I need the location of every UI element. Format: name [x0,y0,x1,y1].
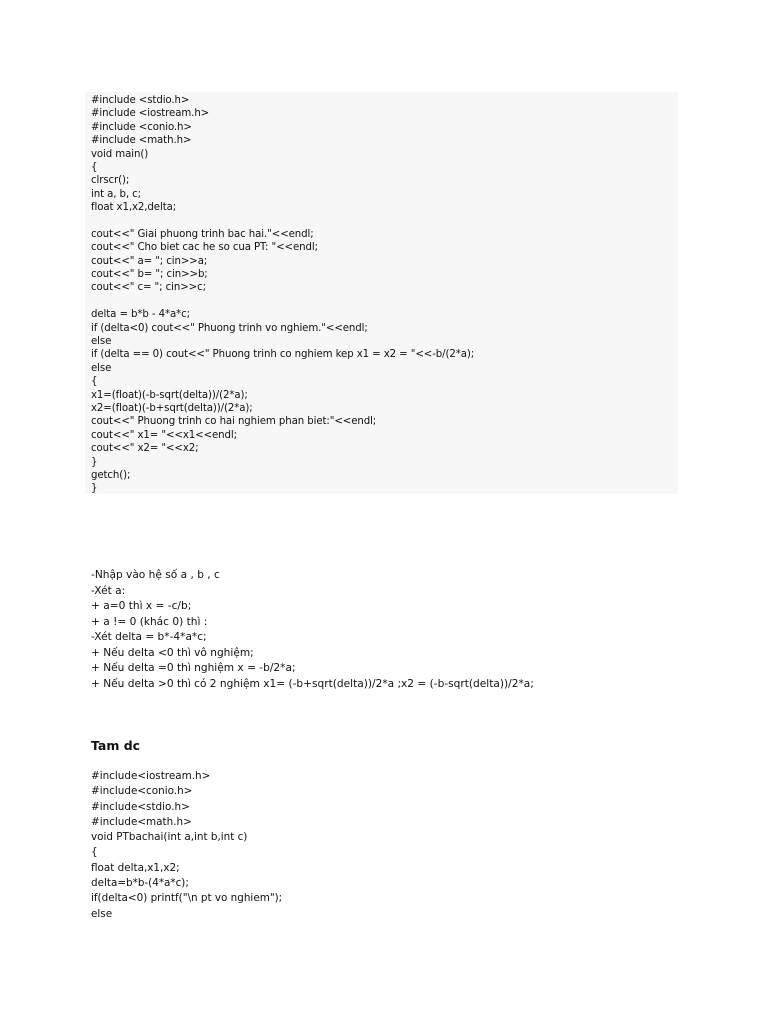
code-line: cout<<" x2= "<<x2; [91,443,199,455]
algorithm-notes [91,568,691,692]
note-line: + a != 0 (khác 0) thì : [91,615,208,628]
note-line: -Xét delta = b*-4*a*c; [91,631,207,643]
code-line: #include<math.h> [91,815,192,828]
code-line: #include <iostream.h> [91,108,210,120]
note-line: -Nhập vào hệ số a , b , c [91,569,220,581]
code-line: else [91,336,112,348]
code-line [91,295,678,308]
code-line: void PTbachai(int a,int b,int c) [91,831,248,844]
code-line: cout<<" b= "; cin>>b; [91,269,208,281]
code-line: cout<<" x1= "<<x1<<endl; [91,429,237,441]
note-line: + a=0 thì x = -c/b; [91,600,192,612]
note-line: -Xét a: [91,584,126,597]
code-line: else [91,907,113,920]
code-line: float delta,x1,x2; [91,861,180,874]
code-line: if (delta == 0) cout<<" Phuong trinh co nghiem kep x1 = x2 = "<<-b/(2*a); [91,349,475,361]
code-line: x1=(float)(-b-sqrt(delta))/(2*a); [91,389,248,401]
code-line: delta=b*b-(4*a*c); [91,877,189,890]
code-line: getch(); [91,469,131,481]
section-title: Tam dc [91,738,141,753]
code-line: if (delta<0) cout<<" Phuong trinh vo nghiem."<<endl; [91,322,368,334]
code-line: cout<<" a= "; cin>>a; [91,255,208,267]
code-line: cout<<" Giai phuong trinh bac hai."<<endl; [91,228,314,240]
code-line: int a, b, c; [91,188,142,200]
code-line: { [91,161,98,173]
code-line: clrscr(); [91,175,130,187]
note-line: + Nếu delta =0 thì nghiệm x = -b/2*a; [91,662,296,674]
code-line: #include <conio.h> [91,121,192,133]
code-line: #include <math.h> [91,135,192,147]
code-line: } [91,456,98,468]
code-line: delta = b*b - 4*a*c; [91,309,190,321]
note-line: + Nếu delta <0 thì vô nghiệm; [91,646,254,659]
code-line: { [91,846,98,859]
code-line: #include <stdio.h> [91,95,190,106]
code-line: else [91,362,112,374]
note-line: + Nếu delta >0 thì có 2 nghiệm x1= (-b+sqrt(delta))/2*a ;x2 = (-b-sqrt(delta))/2*a; [91,677,534,690]
code-line: } [91,483,98,495]
code-line: x2=(float)(-b+sqrt(delta))/(2*a); [91,402,253,414]
code-line: if(delta<0) printf("\n pt vo nghiem"); [91,892,283,905]
code-line [91,215,678,228]
code-line: cout<<" Cho biet cac he so cua PT: "<<endl; [91,242,318,254]
code-line: #include<conio.h> [91,785,193,798]
code-line: #include<iostream.h> [91,770,211,782]
code-line: { [91,376,98,388]
code-line: cout<<" Phuong trinh co hai nghiem phan biet:"<<endl; [91,416,377,428]
code-line: #include<stdio.h> [91,800,190,813]
code-line: void main() [91,148,149,160]
code-block-2 [91,769,651,922]
code-block-1 [85,92,678,494]
code-line: float x1,x2,delta; [91,202,177,214]
code-line: cout<<" c= "; cin>>c; [91,282,206,294]
